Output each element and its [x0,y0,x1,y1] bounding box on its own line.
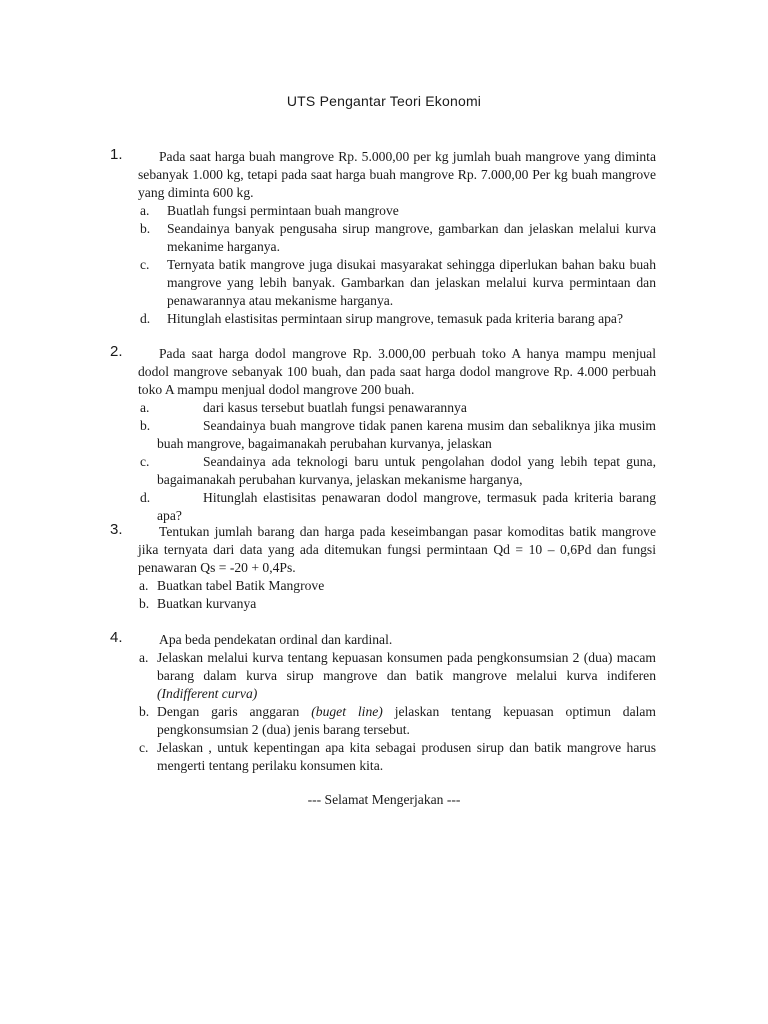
question-text: Pada saat harga dodol mangrove Rp. 3.000,00 perbuah toko A hanya mampu menjual dodol mangrove sebanyak 100 buah, dan pada saat harga dodol mangrove Rp. 4.000 perbuah toko A mampu menjual dodol mangrove 200 buah. [138,346,656,397]
sub-item-text [157,703,656,739]
sub-item [110,703,656,739]
sub-item [110,256,656,310]
sub-item-text [157,649,656,703]
sub-item-text-italic: (Indifferent curva) [157,686,258,701]
sub-item-text: Buatlah fungsi permintaan buah mangrove [167,203,399,218]
sub-item-text-main: Jelaskan melalui kurva tentang kepuasan konsumen pada pengkonsumsian 2 (dua) macam barang dalam kurva sirup mangrove dan batik mangrove melalui kurva indiferen [157,650,656,683]
sub-item [110,577,656,595]
question-number: 1. [110,146,123,163]
sub-item-label: c. [140,454,150,469]
sub-item-text [157,739,656,775]
question-text: Tentukan jumlah barang dan harga pada keseimbangan pasar komoditas batik mangrove jika ternyata dari data yang ada ditemukan fungsi permintaan Qd = 10 – 0,6Pd dan fungsi penawaran Qs = -20 + 0,4Ps. [138,524,656,575]
sub-item-text-rest: jelaskan tentang kepuasan optimun dalam pengkonsumsian 2 (dua) jenis barang tersebut. [157,704,656,737]
sub-item [110,220,656,256]
sub-item-label: c. [140,257,150,272]
question-1 [110,148,656,328]
sub-item-label: d. [140,311,151,326]
sub-item-text-italic: (buget line) [311,704,383,719]
page-title: UTS Pengantar Teori Ekonomi [286,93,482,109]
sub-item [110,310,656,328]
sub-item [110,739,656,775]
sub-item-label: a. [139,650,149,665]
sub-item-text: Hitunglah elastisitas permintaan sirup mangrove, temasuk pada kriteria barang apa? [167,311,623,326]
sub-item [110,489,656,525]
sub-item-text: dari kasus tersebut buatlah fungsi penawarannya [203,400,467,415]
sub-item [110,453,656,489]
sub-item [110,202,656,220]
sub-item-text-main: Dengan garis anggaran [157,704,312,719]
sub-item [110,417,656,453]
question-number: 3. [110,521,123,538]
sub-item-label: d. [140,490,151,505]
sub-item-text-main: Jelaskan , untuk kepentingan apa kita sebagai produsen sirup dan batik mangrove harus mengerti tentang perilaku konsumen kita. [157,740,656,773]
sub-item-label: a. [139,578,149,593]
sub-item-text: Seandainya buah mangrove tidak panen karena musim dan sebaliknya jika musim buah mangrove, bagaimanakah perubahan kurvanya, jelaskan [157,418,656,451]
question-text: Apa beda pendekatan ordinal dan kardinal. [159,632,393,647]
sub-item-label: b. [139,704,150,719]
question-3 [110,523,656,613]
question-number: 2. [110,343,123,360]
sub-item-label: b. [140,221,151,236]
sub-item-label: a. [140,203,150,218]
sub-item-label: b. [139,596,150,611]
sub-item-text: Seandainya banyak pengusaha sirup mangrove, gambarkan dan jelaskan melalui kurva mekanime harganya. [167,221,656,254]
question-number: 4. [110,629,123,646]
sub-item-text: Seandainya ada teknologi baru untuk pengolahan dodol yang lebih tepat guna, bagaimanakah perubahan kurvanya, jelaskan mekanisme harganya, [157,454,656,487]
sub-item-label: b. [140,418,151,433]
sub-item [110,595,656,613]
sub-item-text: Hitunglah elastisitas penawaran dodol mangrove, termasuk pada kriteria barang apa? [157,490,656,523]
sub-item-label: c. [139,740,149,755]
sub-item-text: Buatkan tabel Batik Mangrove [157,578,325,593]
sub-item-text: Ternyata batik mangrove juga disukai masyarakat sehingga diperlukan bahan baku buah mangrove yang lebih banyak. Gambarkan dan jelaskan melalui kurva permintaan dan penawarannya atau mekanisme harganya. [167,257,656,308]
sub-item [110,399,656,417]
question-text: Pada saat harga buah mangrove Rp. 5.000,00 per kg jumlah buah mangrove yang diminta sebanyak 1.000 kg, tetapi pada saat harga buah mangrove Rp. 7.000,00 Per kg buah mangrove yang diminta 600 kg. [138,149,656,200]
sub-item-text: Buatkan kurvanya [157,596,257,611]
sub-item [110,649,656,703]
question-4 [110,631,656,775]
question-2 [110,345,656,525]
closing-text: --- Selamat Mengerjakan --- [307,792,461,807]
sub-item-label: a. [140,400,150,415]
